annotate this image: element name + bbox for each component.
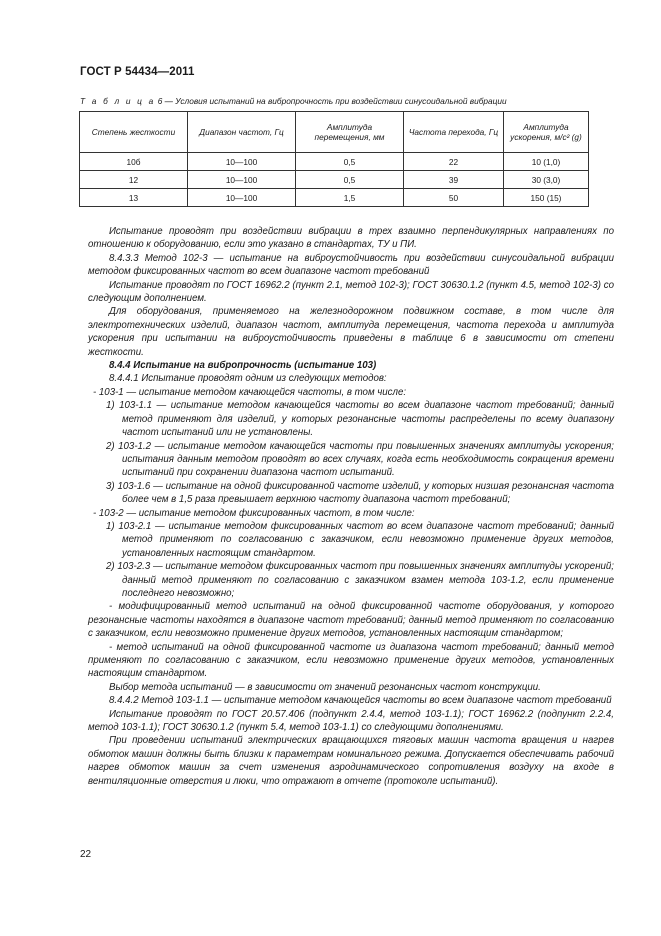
page-number: 22: [80, 849, 92, 860]
list-item: 3) 103-1.6 — испытание на одной фиксированной частоте изделий, у которых низшая резонансная частота более чем в 1,5 раза превышает верхнюю частоту диапазона частот требований;: [106, 480, 614, 506]
table-cell: 10—100: [188, 153, 296, 171]
table-cell: 0,5: [296, 171, 404, 189]
column-header: Степень жесткости: [80, 112, 188, 153]
table-cell: 10—100: [188, 171, 296, 189]
table-cell: 1,5: [296, 189, 404, 207]
table-cell: 12: [80, 171, 188, 189]
section-heading: 8.4.4 Испытание на вибропрочность (испытание 103): [109, 360, 377, 372]
column-header: Амплитуда ускорения, м/с² (g): [504, 112, 589, 153]
list-item: 1) 103-2.1 — испытание методом фиксированных частот во всем диапазоне частот требований; данный метод применяют по согласованию с заказчиком, если невозможно применение других методов, установленных настоящим стандартом.: [106, 520, 614, 559]
table-cell: 30 (3,0): [504, 171, 589, 189]
column-header: Диапазон частот, Гц: [188, 112, 296, 153]
column-header: Амплитуда перемещения, мм: [296, 112, 404, 153]
vibration-conditions-table: [79, 111, 589, 207]
table-cell: 0,5: [296, 153, 404, 171]
table-cell: 13: [80, 189, 188, 207]
table-caption-text: 6 — Условия испытаний на вибропрочность при воздействии синусоидальной вибрации: [157, 96, 507, 106]
list-item: 2) 103-2.3 — испытание методом фиксированных частот при повышенных значениях амплитуды ускорений; данный метод применяют по согласованию с заказчиком взамен метода 103-1.2, если применение последнего невозможно;: [106, 561, 614, 599]
paragraph: 8.4.3.3 Метод 102-3 — испытание на виброустойчивость при воздействии синусоидальной вибрации методом фиксированных частот во всем диапазоне частот требований: [88, 252, 614, 278]
table-cell: 150 (15): [504, 189, 589, 207]
table-cell: 10б: [80, 153, 188, 171]
paragraph: Для оборудования, применяемого на железнодорожном подвижном составе, в том числе для электротехнических изделий, диапазон частот, амплитуда перемещения, частота перехода и амплитуда ускорения при испытании на виброустойчивость приведены в таблице 6 в зависимости от степени жесткости.: [88, 306, 614, 358]
paragraph: Испытание проводят при воздействии вибрации в трех взаимно перпендикулярных направлениях по отношению к оборудованию, если это указано в стандартах, ТУ и ПИ.: [88, 226, 614, 251]
list-item: 1) 103-1.1 — испытание методом качающейся частоты во всем диапазоне частот требований; данный метод применяют для изделий, у которых резонансные частоты распределены по всему диапазону частот испытаний или не установлены.: [106, 400, 614, 439]
list-item: - 103-1 — испытание методом качающейся частоты, в том числе:: [93, 386, 407, 398]
table-cell: 50: [404, 189, 504, 207]
paragraph: 8.4.4.2 Метод 103-1.1 — испытание методом качающейся частоты во всем диапазоне частот требований: [109, 695, 612, 707]
paragraph: Выбор метода испытаний — в зависимости от значений резонансных частот конструкции.: [109, 681, 541, 693]
list-item: - модифицированный метод испытаний на одной фиксированной частоте оборудования, у которого резонансные частоты находятся в диапазоне частот требований; данный метод применяют по согласованию с заказчиком, если невозможно применение других методов, установленных настоящим стандартом;: [88, 601, 614, 640]
list-item: - 103-2 — испытание методом фиксированных частот, в том числе:: [93, 507, 415, 519]
column-header: Частота перехода, Гц: [404, 112, 504, 153]
paragraph: Испытание проводят по ГОСТ 20.57.406 (подпункт 2.4.4, метод 103-1.1); ГОСТ 16962.2 (подпункт 2.2.4, метод 103-1.1); ГОСТ 30630.1.2 (пункт 5.4, метод 103-1.1) со следующими дополнениями.: [88, 708, 614, 734]
table-caption-prefix: Т а б л и ц а: [80, 96, 156, 106]
table-row: [80, 171, 589, 189]
paragraph: 8.4.4.1 Испытание проводят одним из следующих методов:: [109, 373, 387, 385]
table-row: [80, 189, 589, 207]
table-row: [80, 153, 589, 171]
table-header-row: [80, 112, 589, 153]
paragraph: При проведении испытаний электрических вращающихся тяговых машин частота вращения и нагрев обмоток машин должны быть близки к параметрам номинального режима. Допускается обеспечивать рабочий нагрев обмоток машин за счет изменения аэродинамического сопротивления воздуху на входе в вентиляционные отверстия и люки, что отражают в отчете (протоколе испытаний).: [88, 735, 614, 787]
table-cell: 22: [404, 153, 504, 171]
table-cell: 10—100: [188, 189, 296, 207]
list-item: 2) 103-1.2 — испытание методом качающейся частоты при повышенных значениях амплитуды ускорения; испытания данным методом проводят во всех случаях, когда есть необходимость сокращения времени испытаний при сохранении диапазона частот испытаний.: [106, 440, 614, 479]
body-text: [88, 225, 614, 788]
list-item: - метод испытаний на одной фиксированной частоте из диапазона частот требований; данный метод применяют по согласованию с заказчиком, если невозможно применение других методов, установленных настоящим стандартом.: [88, 641, 614, 680]
paragraph: Испытание проводят по ГОСТ 16962.2 (пункт 2.1, метод 102-3); ГОСТ 30630.1.2 (пункт 4.5, метод 102-3) со следующим дополнением.: [88, 279, 614, 305]
table-caption: [80, 96, 590, 106]
table-cell: 39: [404, 171, 504, 189]
document-header: ГОСТ Р 54434—2011: [80, 66, 195, 78]
table-cell: 10 (1,0): [504, 153, 589, 171]
